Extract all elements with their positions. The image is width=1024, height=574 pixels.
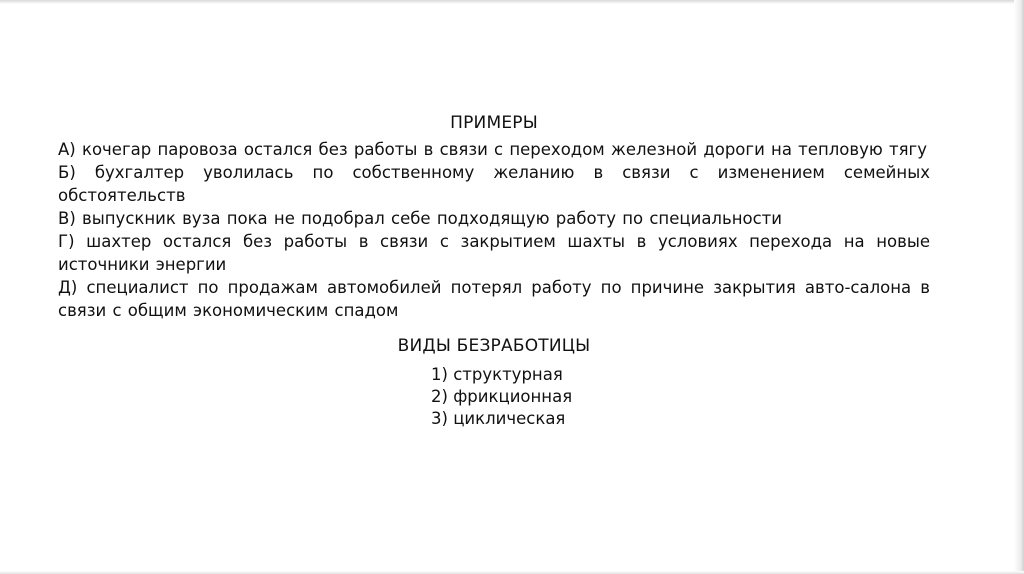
slide-top-shadow	[0, 0, 1024, 4]
example-label: Г)	[58, 232, 75, 251]
example-text: бухгалтер уволилась по собственному желанию в связи с изменением семейных обстоятельств	[58, 163, 930, 205]
example-label: Д)	[58, 278, 78, 297]
example-text: специалист по продажам автомобилей потерял работу по причине закрытия авто-салона в связи с общим экономическим спадом	[58, 278, 930, 320]
examples-title: ПРИМЕРЫ	[450, 113, 538, 133]
example-item-g	[58, 230, 930, 276]
example-label: Б)	[58, 163, 76, 182]
slide-content	[58, 112, 930, 430]
type-item-1	[431, 364, 621, 386]
type-label: 1)	[431, 365, 448, 384]
slide-right-shadow	[1014, 0, 1024, 574]
example-label: А)	[58, 140, 76, 159]
example-item-b	[58, 161, 930, 207]
example-item-v	[58, 207, 930, 230]
type-text: фрикционная	[453, 387, 573, 406]
example-text: кочегар паровоза остался без работы в связи с переходом железной дороги на тепловую тягу	[81, 140, 927, 159]
example-text: шахтер остался без работы в связи с закрытием шахты в условиях перехода на новые источники энергии	[58, 232, 930, 274]
types-title: ВИДЫ БЕЗРАБОТИЦЫ	[397, 336, 591, 356]
types-list	[367, 364, 621, 430]
type-label: 2)	[431, 387, 448, 406]
type-item-3	[431, 408, 621, 430]
type-item-2	[431, 386, 621, 408]
type-text: структурная	[453, 365, 563, 384]
example-text: выпускник вуза пока не подобрал себе подходящую работу по специальности	[82, 209, 782, 228]
type-label: 3)	[431, 409, 448, 428]
example-label: В)	[58, 209, 76, 228]
example-item-a	[58, 138, 930, 161]
type-text: циклическая	[453, 409, 566, 428]
example-item-d	[58, 276, 930, 322]
